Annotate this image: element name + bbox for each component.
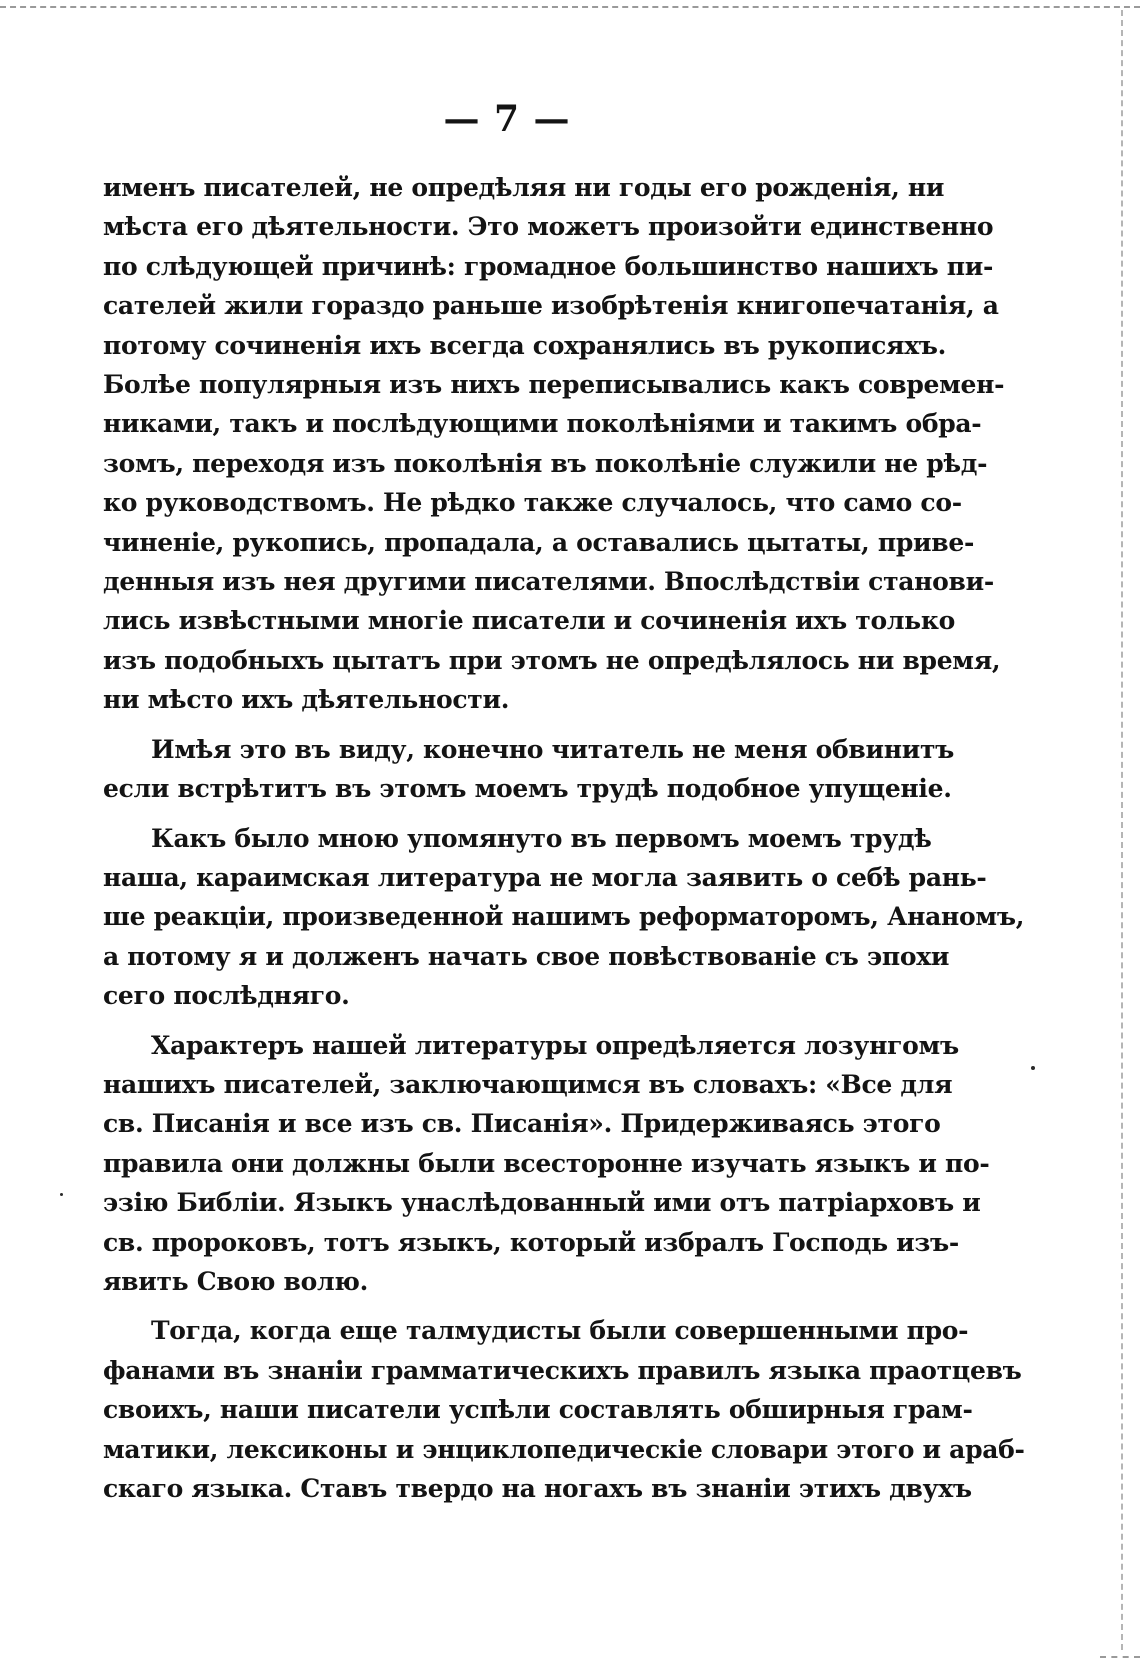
- text-line: сего послѣдняго.: [103, 981, 350, 1011]
- text-line: наша, караимская литература не могла заявить о себѣ рань-: [103, 862, 987, 892]
- scan-right-border: [1121, 10, 1123, 1650]
- text-line: именъ писателей, не опредѣляя ни годы его рожденія, ни: [103, 173, 945, 202]
- text-line: Болѣе популярныя изъ нихъ переписывались какъ современ-: [103, 370, 1005, 400]
- text-line: по слѣдующей причинѣ: громадное большинство нашихъ пи-: [103, 251, 994, 281]
- text-line: мѣста его дѣятельности. Это можетъ произойти единственно: [103, 212, 994, 242]
- text-line: потому сочиненія ихъ всегда сохранялись въ рукописяхъ.: [103, 330, 947, 360]
- scan-top-border: [0, 6, 1140, 8]
- paragraph-5: [103, 1311, 1025, 1508]
- text-line: ше реакціи, произведенной нашимъ реформаторомъ, Ананомъ,: [103, 902, 1025, 932]
- text-line: чиненіе, рукопись, пропадала, а оставались цытаты, приве-: [103, 527, 975, 557]
- text-line: Имѣя это въ виду, конечно читатель не меня обвинитъ: [151, 734, 955, 764]
- text-line: изъ подобныхъ цытатъ при этомъ не опредѣлялось ни время,: [103, 645, 1001, 675]
- text-line: правила они должны были всесторонне изучать языкъ и по-: [103, 1148, 990, 1178]
- text-line: денныя изъ нея другими писателями. Впослѣдствіи станови-: [103, 567, 994, 597]
- text-line: св. Писанія и все изъ св. Писанія». Придерживаясь этого: [103, 1109, 941, 1139]
- text-line: ко руководствомъ. Не рѣдко также случалось, что само со-: [103, 488, 962, 518]
- text-line: св. пророковъ, тотъ языкъ, который избралъ Господь изъ-: [103, 1227, 960, 1257]
- text-line: Характеръ нашей литературы опредѣляется лозунгомъ: [151, 1030, 959, 1060]
- text-line: нашихъ писателей, заключающимся въ словахъ: «Все для: [103, 1069, 953, 1099]
- text-line: матики, лексиконы и энциклопедическіе словари этого и араб-: [103, 1434, 1025, 1464]
- scan-bottom-mark: [1100, 1656, 1140, 1658]
- text-line: а потому я и долженъ начать свое повѣствованіе съ эпохи: [103, 941, 950, 971]
- body-text: [103, 168, 1025, 1508]
- text-line: скаго языка. Ставъ твердо на ногахъ въ знаніи этихъ двухъ: [103, 1474, 972, 1503]
- ink-speck: [60, 1193, 63, 1196]
- text-line: Какъ было мною упомянуто въ первомъ моемъ трудѣ: [151, 823, 932, 853]
- paragraph-3: [103, 819, 1025, 1016]
- text-line: своихъ, наши писатели успѣли составлять обширныя грам-: [103, 1395, 973, 1425]
- text-line: ни мѣсто ихъ дѣятельности.: [103, 685, 510, 715]
- text-line: эзію Библіи. Языкъ унаслѣдованный ими отъ патріарховъ и: [103, 1188, 981, 1218]
- text-line: сателей жили гораздо раньше изобрѣтенія книгопечатанія, а: [103, 291, 999, 321]
- text-line: зомъ, переходя изъ поколѣнія въ поколѣніе служили не рѣд-: [103, 448, 988, 478]
- ink-speck: [1031, 1066, 1035, 1070]
- text-line: фанами въ знаніи грамматическихъ правилъ языка праотцевъ: [103, 1355, 1022, 1385]
- text-line: лись извѣстными многіе писатели и сочиненія ихъ только: [103, 606, 955, 636]
- paragraph-4: [103, 1026, 990, 1302]
- text-line: если встрѣтитъ въ этомъ моемъ трудѣ подобное упущеніе.: [103, 774, 952, 804]
- text-line: Тогда, когда еще талмудисты были совершенными про-: [151, 1316, 969, 1346]
- text-line: явить Свою волю.: [103, 1266, 369, 1296]
- page-number: — 7 —: [443, 98, 571, 140]
- paragraph-2: [103, 730, 955, 809]
- paragraph-1: [103, 168, 1005, 720]
- text-line: никами, такъ и послѣдующими поколѣніями и такимъ обра-: [103, 409, 982, 439]
